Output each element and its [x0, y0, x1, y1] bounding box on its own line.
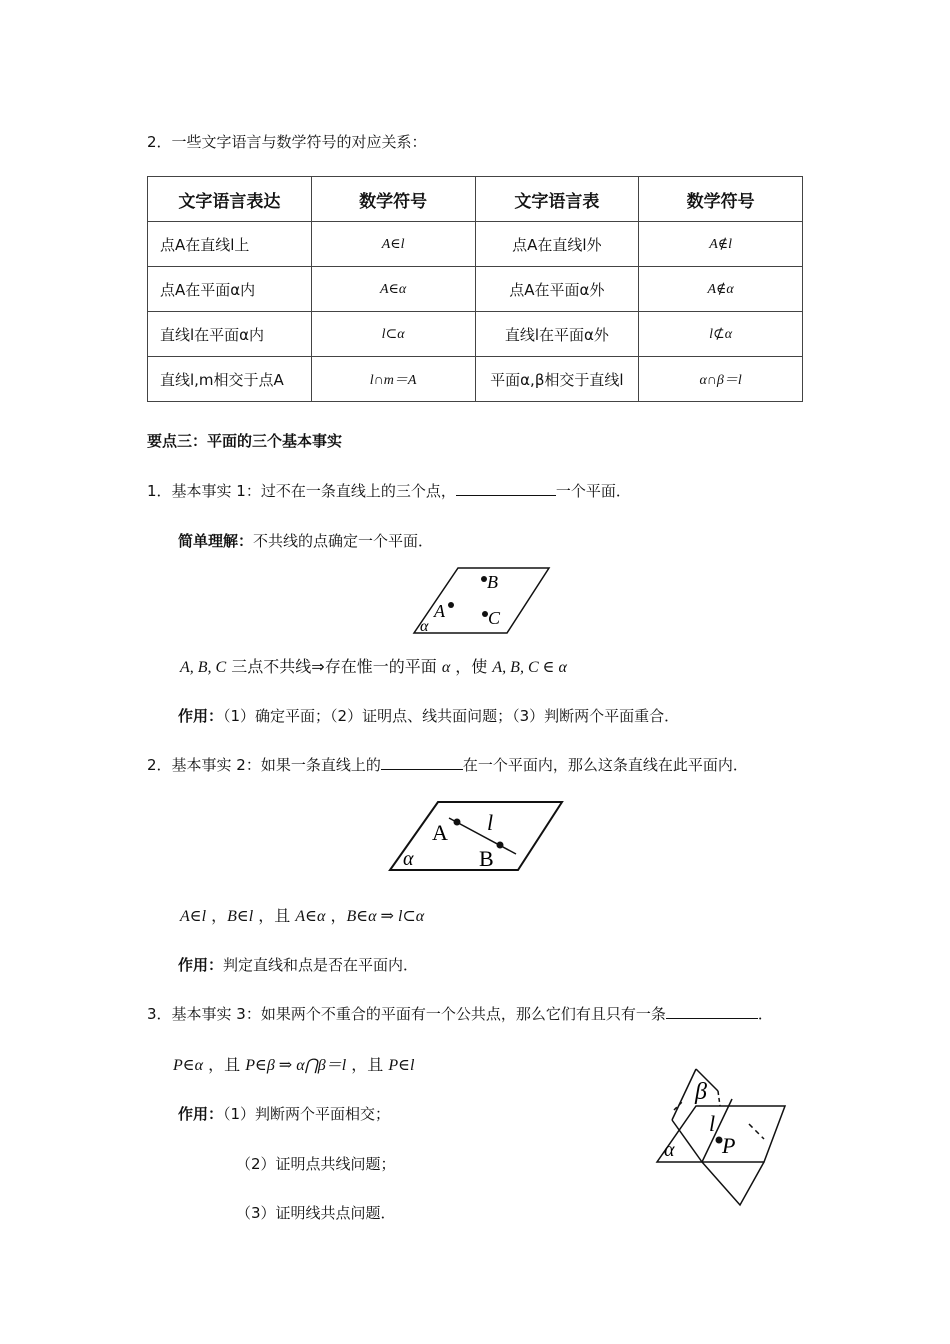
table-header: 数学符号 — [311, 177, 475, 222]
usage-label: 作用： — [178, 956, 224, 974]
usage-text: （1）判断两个平面相交； — [223, 1105, 391, 1123]
table-row — [148, 312, 803, 357]
table-cell: α∩β＝l — [639, 357, 803, 402]
formula-part: 三点不共线⇒存在惟一的平面 — [226, 657, 442, 676]
formula-part: ， — [206, 906, 228, 925]
table-cell: A∈l — [311, 222, 475, 267]
fact3-formula — [173, 1052, 414, 1075]
formula-part: A, B, C — [180, 659, 227, 676]
table-cell: 点A在平面α外 — [475, 267, 639, 312]
formula-part: ， — [325, 906, 347, 925]
label-a: A — [432, 820, 448, 845]
table-cell: A∉α — [639, 267, 803, 312]
usage-label: 作用： — [178, 1105, 224, 1123]
formula-part: A∈l — [180, 908, 207, 925]
table-cell: 直线l在平面α内 — [148, 312, 312, 357]
fact1-usage — [178, 705, 679, 726]
fact1-formula — [180, 654, 567, 677]
table-cell: 直线l,m相交于点A — [148, 357, 312, 402]
formula-part: ，使 — [450, 657, 493, 676]
label-a: A — [434, 601, 445, 621]
table-cell: 点A在平面α内 — [148, 267, 312, 312]
table-cell: l∩m＝A — [311, 357, 475, 402]
line-l-dashed — [718, 1091, 720, 1106]
understanding-label: 简单理解： — [178, 532, 254, 550]
fact1-statement — [147, 480, 631, 501]
formula-part: P∈β ⇒ α⋂β＝l — [245, 1057, 347, 1074]
understanding-text: 不共线的点确定一个平面． — [253, 532, 434, 550]
formula-part: P∈α — [173, 1057, 204, 1074]
formula-part: A, B, C ∈ α — [492, 659, 567, 676]
table-cell: 点A在直线l外 — [475, 222, 639, 267]
formula-part: ，且 — [346, 1055, 389, 1074]
formula-part: α — [441, 659, 451, 676]
plane-beta-edge — [672, 1120, 702, 1162]
fact3-usage-3: （3）证明线共点问题． — [236, 1204, 396, 1222]
table-row — [148, 267, 803, 312]
table-row — [148, 222, 803, 267]
table-header-row — [148, 177, 803, 222]
point-b-dot — [497, 842, 504, 849]
fact1-understanding — [178, 530, 433, 551]
fact2-text-after: 在一个平面内，那么这条直线在此平面内． — [462, 756, 748, 774]
table-header: 文字语言表达 — [148, 177, 312, 222]
fact2-usage — [178, 954, 418, 975]
plane-alpha — [657, 1106, 785, 1162]
table-cell: A∈α — [311, 267, 475, 312]
fact3-usage — [178, 1103, 390, 1124]
plane-beta-edge — [702, 1162, 764, 1205]
label-p: P — [722, 1133, 736, 1158]
fact3-text: 3．基本事实 3：如果两个不重合的平面有一个公共点，那么它们有且只有一条 — [147, 1005, 666, 1023]
fact1-blank[interactable] — [456, 481, 556, 496]
fact2-blank[interactable] — [381, 755, 463, 770]
label-b: B — [479, 846, 494, 871]
formula-part: B∈α ⇒ l⊂α — [346, 908, 425, 925]
label-alpha: α — [420, 618, 429, 635]
line-in-plane-figure — [386, 798, 566, 873]
table-header: 数学符号 — [639, 177, 803, 222]
usage-text: 判定直线和点是否在平面内． — [223, 956, 419, 974]
table-row — [148, 357, 803, 402]
fact3-text-after: ． — [757, 1005, 773, 1023]
label-alpha: α — [664, 1139, 675, 1161]
formula-part: ，且 — [253, 906, 296, 925]
fact3-blank[interactable] — [666, 1004, 758, 1019]
fact2-statement — [147, 754, 748, 775]
fact3-usage-2: （2）证明点共线问题； — [236, 1155, 396, 1173]
table-cell: l⊂α — [311, 312, 475, 357]
table-cell: l⊄α — [639, 312, 803, 357]
table-cell: 点A在直线l上 — [148, 222, 312, 267]
plane-beta-hidden-edge — [749, 1124, 764, 1139]
point-a-dot — [454, 819, 461, 826]
table-cell: 平面α,β相交于直线l — [475, 357, 639, 402]
label-l: l — [487, 810, 494, 835]
label-l: l — [709, 1111, 716, 1136]
label-b: B — [487, 572, 498, 592]
formula-part: B∈l — [227, 908, 254, 925]
usage-label: 作用： — [178, 707, 224, 725]
section-title: 2．一些文字语言与数学符号的对应关系： — [147, 133, 427, 151]
formula-part: ，且 — [203, 1055, 246, 1074]
label-alpha: α — [403, 848, 414, 870]
label-c: C — [488, 608, 501, 628]
table-cell: A∉l — [639, 222, 803, 267]
section-heading: 要点三：平面的三个基本事实 — [147, 432, 343, 450]
two-planes-figure — [652, 1066, 792, 1211]
plane-parallelogram — [390, 802, 562, 870]
fact1-text-after: 一个平面． — [555, 482, 631, 500]
plane-three-points-figure — [410, 562, 555, 637]
table-header: 文字语言表 — [475, 177, 639, 222]
label-beta: β — [695, 1079, 707, 1105]
formula-part: A∈α — [295, 908, 326, 925]
table-cell: 直线l在平面α外 — [475, 312, 639, 357]
usage-text: （1）确定平面；（2）证明点、线共面问题；（3）判断两个平面重合． — [223, 707, 680, 725]
point-a-dot — [448, 602, 454, 608]
symbol-table — [147, 176, 803, 402]
fact2-formula — [180, 903, 424, 926]
fact3-statement — [147, 1003, 773, 1024]
fact2-text: 2．基本事实 2：如果一条直线上的 — [147, 756, 381, 774]
fact1-text: 1．基本事实 1：过不在一条直线上的三个点， — [147, 482, 456, 500]
formula-part: P∈l — [388, 1057, 415, 1074]
